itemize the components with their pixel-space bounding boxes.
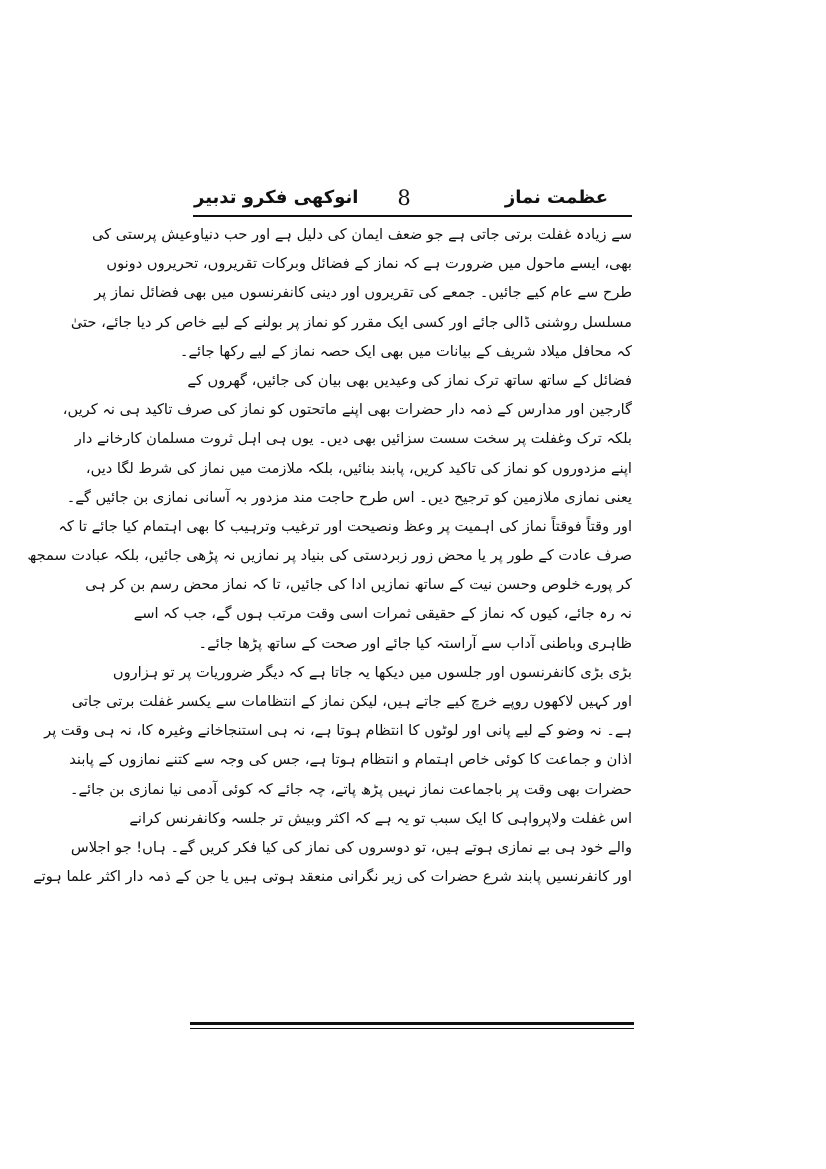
text-line: ظاہری وباطنی آداب سے آراستہ کیا جائے اور صحت کے ساتھ پڑھا جائے۔ xyxy=(198,634,632,652)
text-line: اپنے مزدوروں کو نماز کی تاکید کریں، پابند بنائیں، بلکہ ملازمت میں نماز کی شرط لگا دیں، xyxy=(85,459,632,477)
text-line: سے زیادہ غفلت برتی جاتی ہے جو ضعف ایمان کی دلیل ہے اور حب دنیاوعیش پرستی کی xyxy=(91,226,632,243)
body-text xyxy=(27,220,632,891)
footer-rule-thick xyxy=(190,1022,634,1025)
text-line: اور کہیں لاکھوں روپے خرچ کیے جاتے ہیں، لیکن نماز کے انتظامات سے یکسر غفلت برتی جاتی xyxy=(71,693,632,710)
text-line: بلکہ ترک وغفلت پر سخت سست سزائیں بھی دیں۔ یوں ہی اہل ثروت مسلمان کارخانے دار xyxy=(74,430,632,448)
text-line: یعنی نمازی ملازمین کو ترجیح دیں۔ اس طرح حاجت مند مزدور بہ آسانی نمازی بن جائیں گے۔ xyxy=(66,488,632,506)
header-rule xyxy=(193,215,632,217)
text-line: طرح سے عام کیے جائیں۔ جمعے کی تقریروں اور دینی کانفرنسوں میں بھی فضائل نماز پر xyxy=(94,284,632,302)
text-line: مسلسل روشنی ڈالی جائے اور کسی ایک مقرر کو نماز پر بولنے کے لیے خاص کر دیا جائے، حتیٰ xyxy=(70,313,632,331)
text-line: صرف عادت کے طور پر یا محض زور زبردستی کی بنیاد پر نمازیں نہ پڑھی جائیں، بلکہ عبادت سمجھ xyxy=(27,547,632,565)
page-number: 8 xyxy=(397,186,411,210)
text-line: اس غفلت ولاپرواہی کا ایک سبب تو یہ ہے کہ اکثر وبیش تر جلسہ وکانفرنس کرانے xyxy=(129,809,632,827)
text-line: نہ رہ جائے، کیوں کہ نماز کے حقیقی ثمرات اسی وقت مرتب ہوں گے، جب کہ اسے xyxy=(133,605,632,623)
text-line: اور وقتاً فوقتاً نماز کی اہمیت پر وعظ ونصیحت اور ترغیب وترہیب کا بھی اہتمام کیا جائے تا کہ xyxy=(58,517,632,535)
footer-rule-thin xyxy=(190,1028,634,1029)
text-line: والے خود ہی بے نمازی ہوتے ہیں، تو دوسروں کی نماز کی کیا فکر کریں گے۔ ہاں! جو اجلاس xyxy=(70,838,632,856)
text-line: بھی، ایسے ماحول میں ضرورت ہے کہ نماز کے فضائل وبرکات تقریروں، تحریروں دونوں xyxy=(106,255,632,273)
book-title: عظمت نماز xyxy=(504,187,608,208)
page-header xyxy=(193,186,632,214)
text-line: اذان و جماعت کا کوئی خاص اہتمام و انتظام ہوتا ہے، جس کی وجہ سے کتنے نمازوں کے پابند xyxy=(69,751,632,769)
text-line: فضائل کے ساتھ ساتھ ترک نماز کی وعیدیں بھی بیان کی جائیں، گھروں کے xyxy=(187,371,632,389)
text-line: ہے۔ نہ وضو کے لیے پانی اور لوٹوں کا انتظام ہوتا ہے، نہ ہی استنجاخانے وغیرہ کا، نہ ہی وقت پر xyxy=(44,722,632,740)
text-line: کہ محافل میلاد شریف کے بیانات میں بھی ایک حصہ نماز کے لیے رکھا جائے۔ xyxy=(179,342,632,360)
chapter-title: انوکھی فکرو تدبیر xyxy=(194,187,359,208)
text-line: کر پورے خلوص وحسن نیت کے ساتھ نمازیں ادا کی جائیں، تا کہ نماز محض رسم بن کر ہی xyxy=(85,576,632,594)
text-line: گارجین اور مدارس کے ذمہ دار حضرات بھی اپنے ماتحتوں کو نماز کی صرف تاکید ہی نہ کریں، xyxy=(62,401,632,419)
text-line: حضرات بھی وقت پر باجماعت نماز نہیں پڑھ پاتے، چہ جائے کہ کوئی آدمی نیا نمازی بن جائے۔ xyxy=(69,780,632,798)
text-line: اور کانفرنسیں پابند شرع حضرات کی زیر نگرانی منعقد ہوتی ہیں یا جن کے ذمہ دار اکثر علما ہوتے xyxy=(33,868,632,886)
text-line: بڑی بڑی کانفرنسوں اور جلسوں میں دیکھا یہ جاتا ہے کہ دیگر ضروریات پر تو ہزاروں xyxy=(112,663,632,681)
